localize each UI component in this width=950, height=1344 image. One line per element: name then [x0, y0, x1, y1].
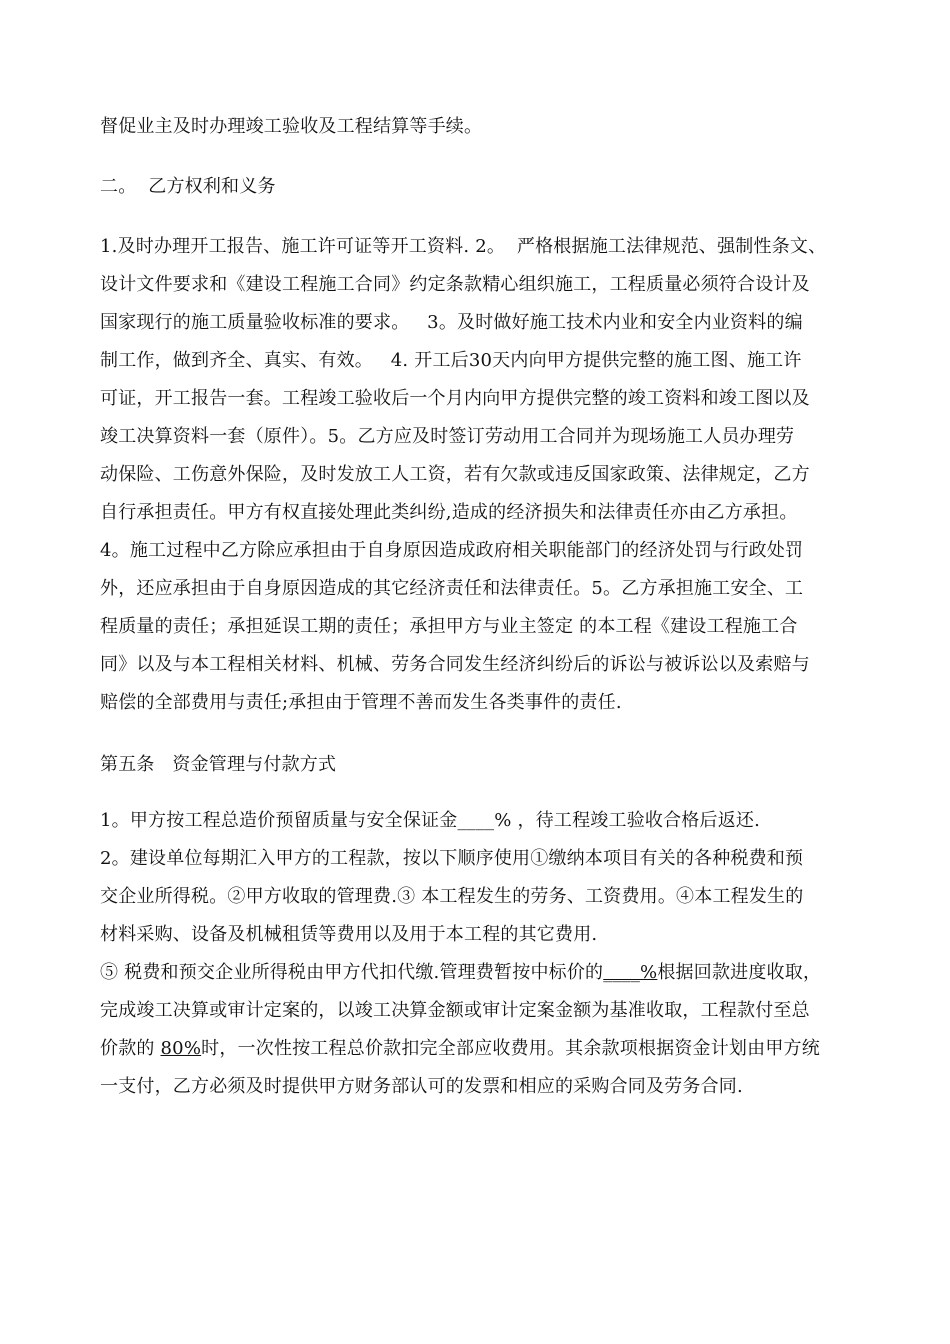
article-five-line-6: 完成竣工决算或审计定案的，以竣工决算金额或审计定案金额为基准收取，工程款付至总	[100, 1000, 810, 1021]
section-two-line-11: 程质量的责任；承担延误工期的责任；承担甲方与业主签定 的本工程《建设工程施工合	[100, 616, 798, 637]
section-two-line-4: 制工作，做到齐全、真实、有效。 4. 开工后30天内向甲方提供完整的施工图、施工许	[100, 350, 802, 371]
section-two-heading: 二。 乙方权利和义务	[100, 176, 276, 197]
article-five-line-7	[100, 1037, 860, 1061]
article-five-line-7-text-b: 时，一次性按工程总价款扣完全部应收费用。其余款项根据资金计划由甲方统	[201, 1038, 820, 1059]
deposit-percent-blank: ____	[457, 810, 495, 831]
section-two-line-13: 赔偿的全部费用与责任;承担由于管理不善而发生各类事件的责任.	[100, 692, 622, 713]
section-two-line-12: 同》以及与本工程相关材料、机械、劳务合同发生经济纠纷后的诉讼与被诉讼以及索赔与	[100, 654, 810, 675]
payment-threshold-percent: 80%	[160, 1038, 202, 1059]
article-five-line-1	[100, 809, 860, 833]
section-two-line-2: 设计文件要求和《建设工程施工合同》约定条款精心组织施工，工程质量必须符合设计及	[100, 274, 810, 295]
section-two-line-8: 自行承担责任。甲方有权直接处理此类纠纷,造成的经济损失和法律责任亦由乙方承担。	[100, 502, 798, 523]
article-five-line-3: 交企业所得税。②甲方收取的管理费.③ 本工程发生的劳务、工资费用。④本工程发生的	[100, 886, 804, 907]
article-five-line-2: 2。建设单位每期汇入甲方的工程款，按以下顺序使用①缴纳本项目有关的各种税费和预	[100, 848, 804, 869]
section-two-line-9: 4。施工过程中乙方除应承担由于自身原因造成政府相关职能部门的经济处罚与行政处罚	[100, 540, 804, 561]
section-two-line-1: 1.及时办理开工报告、施工许可证等开工资料. 2。 严格根据施工法律规范、强制性条文、	[100, 236, 827, 257]
section-two-line-10: 外，还应承担由于自身原因造成的其它经济责任和法律责任。5。乙方承担施工安全、工	[100, 578, 804, 599]
article-five-line-5	[100, 961, 860, 985]
article-five-line-5-text-b: 根据回款进度收取，	[657, 962, 822, 983]
section-two-line-3: 国家现行的施工质量验收标准的要求。 3。及时做好施工技术内业和安全内业资料的编	[100, 312, 803, 333]
intro-line: 督促业主及时办理竣工验收及工程结算等手续。	[100, 116, 483, 137]
article-five-line-4: 材料采购、设备及机械租赁等费用以及用于本工程的其它费用.	[100, 924, 598, 945]
section-two-line-5: 可证，开工报告一套。工程竣工验收后一个月内向甲方提供完整的竣工资料和竣工图以及	[100, 388, 810, 409]
section-two-line-7: 动保险、工伤意外保险，及时发放工人工资，若有欠款或违反国家政策、法律规定，乙方	[100, 464, 810, 485]
section-two-line-6: 竣工决算资料一套（原件）。5。乙方应及时签订劳动用工合同并为现场施工人员办理劳	[100, 426, 795, 447]
article-five-line-1-text-a: 1。甲方按工程总造价预留质量与安全保证金	[100, 810, 458, 831]
article-five-line-5-text-a: ⑤ 税费和预交企业所得税由甲方代扣代缴.管理费暂按中标价的	[100, 962, 604, 983]
management-fee-percent-blank: ____%	[603, 962, 658, 983]
article-five-line-7-text-a: 价款的	[100, 1038, 161, 1059]
article-five-line-8: 一支付，乙方必须及时提供甲方财务部认可的发票和相应的采购合同及劳务合同.	[100, 1076, 743, 1097]
article-five-line-1-text-b: % ，待工程竣工验收合格后返还.	[494, 810, 761, 831]
article-five-heading: 第五条 资金管理与付款方式	[100, 754, 337, 775]
